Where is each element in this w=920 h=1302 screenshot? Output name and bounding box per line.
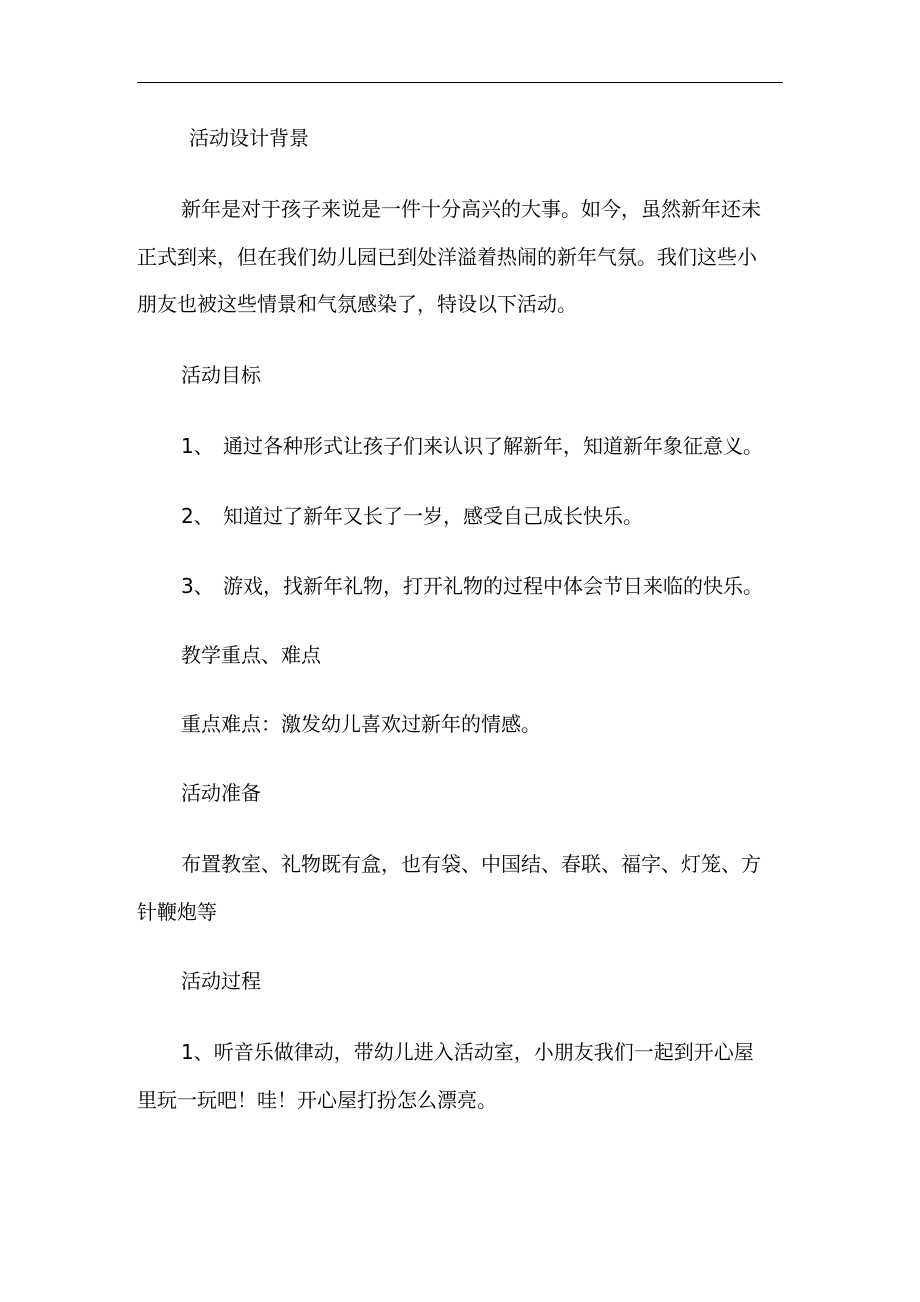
heading-goals: 活动目标 [181,363,261,387]
process-line-1: 1、听音乐做律动，带幼儿进入活动室，小朋友我们一起到开心屋 [181,1040,754,1064]
preparation-line-2: 针鞭炮等 [137,900,217,924]
background-line-1: 新年是对于孩子来说是一件十分高兴的大事。如今，虽然新年还未 [181,197,761,221]
background-line-3: 朋友也被这些情景和气氛感染了，特设以下活动。 [137,292,577,316]
heading-process: 活动过程 [181,969,261,993]
background-line-2: 正式到来，但在我们幼儿园已到处洋溢着热闹的新年气氛。我们这些小 [137,245,757,269]
goal-item-2-number: 2、 [181,504,214,528]
preparation-line-1: 布置教室、礼物既有盒，也有袋、中国结、春联、福字、灯笼、方 [181,852,761,876]
key-points-text: 重点难点：激发幼儿喜欢过新年的情感。 [181,712,541,736]
goal-item-2 [137,502,827,530]
goal-item-1-number: 1、 [181,434,214,458]
goal-item-3 [137,572,827,600]
goal-item-3-number: 3、 [181,574,214,598]
heading-background: 活动设计背景 [189,126,309,150]
process-line-2: 里玩一玩吧！哇！开心屋打扮怎么漂亮。 [137,1088,497,1112]
goal-item-3-text: 游戏，找新年礼物，打开礼物的过程中体会节日来临的快乐。 [223,574,763,598]
goal-item-2-text: 知道过了新年又长了一岁，感受自己成长快乐。 [223,504,643,528]
header-rule [137,82,783,83]
heading-preparation: 活动准备 [181,781,261,805]
goal-item-1-text: 通过各种形式让孩子们来认识了解新年，知道新年象征意义。 [223,434,763,458]
goal-item-1 [137,432,827,460]
heading-key-points: 教学重点、难点 [181,643,321,667]
